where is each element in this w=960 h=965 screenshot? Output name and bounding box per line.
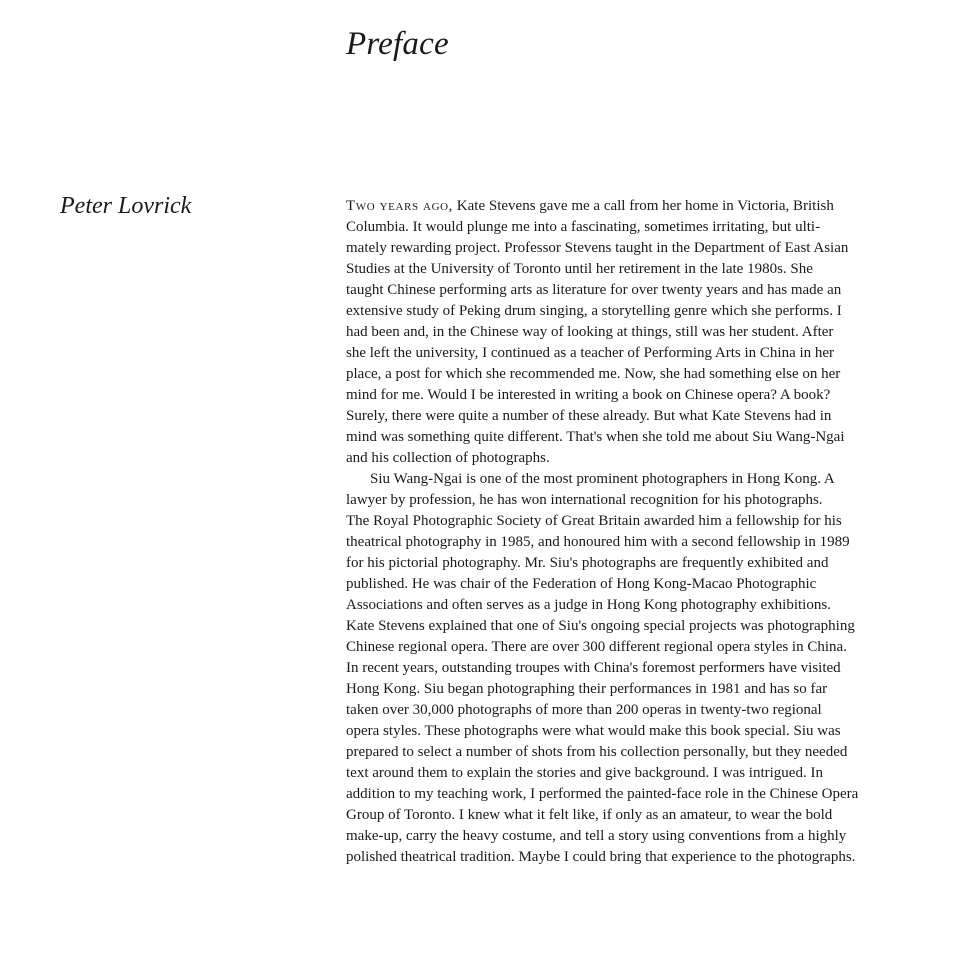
page-title: Preface xyxy=(346,26,449,62)
text-line: Chinese regional opera. There are over 300 different regional opera styles in China. xyxy=(346,639,847,655)
text-line: theatrical photography in 1985, and honoured him with a second fellowship in 1989 xyxy=(346,534,850,550)
text-line: prepared to select a number of shots from his collection personally, but they needed xyxy=(346,744,848,760)
paragraph-start-line: Siu Wang-Ngai is one of the most prominent photographers in Hong Kong. A xyxy=(370,471,835,487)
author-name: Peter Lovrick xyxy=(60,193,192,219)
text-line: extensive study of Peking drum singing, a storytelling genre which she performs. I xyxy=(346,303,842,319)
text-line: opera styles. These photographs were what would make this book special. Siu was xyxy=(346,723,841,739)
text-line: place, a post for which she recommended me. Now, she had something else on her xyxy=(346,366,841,382)
text-line: published. He was chair of the Federation of Hong Kong-Macao Photographic xyxy=(346,576,817,592)
text-line: and his collection of photographs. xyxy=(346,450,550,466)
text-line: The Royal Photographic Society of Great Britain awarded him a fellowship for his xyxy=(346,513,842,529)
text-line: Studies at the University of Toronto until her retirement in the late 1980s. She xyxy=(346,261,813,277)
text-line: mately rewarding project. Professor Stevens taught in the Department of East Asian xyxy=(346,240,849,256)
text-line: make-up, carry the heavy costume, and tell a story using conventions from a highly xyxy=(346,828,847,844)
opening-smallcaps: Two years ago, xyxy=(346,198,454,214)
text-line: mind was something quite different. That's when she told me about Siu Wang-Ngai xyxy=(346,429,845,445)
text-line: mind for me. Would I be interested in writing a book on Chinese opera? A book? xyxy=(346,387,831,403)
text-line: Hong Kong. Siu began photographing their performances in 1981 and has so far xyxy=(346,681,828,697)
text-line: Columbia. It would plunge me into a fascinating, sometimes irritating, but ulti- xyxy=(346,219,821,235)
text-line: lawyer by profession, he has won international recognition for his photographs. xyxy=(346,492,823,508)
text-line: text around them to explain the stories and give background. I was intrigued. In xyxy=(346,765,823,781)
text-line: Kate Stevens explained that one of Siu's ongoing special projects was photographing xyxy=(346,618,855,634)
text-line: polished theatrical tradition. Maybe I could bring that experience to the photographs. xyxy=(346,849,856,865)
text-line: taught Chinese performing arts as literature for over twenty years and has made an xyxy=(346,282,842,298)
text-line: Surely, there were quite a number of these already. But what Kate Stevens had in xyxy=(346,408,832,424)
text-line: Two years ago, Kate Stevens gave me a call from her home in Victoria, British xyxy=(346,198,834,214)
text-line: Associations and often serves as a judge in Hong Kong photography exhibitions. xyxy=(346,597,831,613)
text-line: had been and, in the Chinese way of looking at things, still was her student. After xyxy=(346,324,834,340)
text-line: In recent years, outstanding troupes with China's foremost performers have visited xyxy=(346,660,841,676)
text-line: for his pictorial photography. Mr. Siu's photographs are frequently exhibited and xyxy=(346,555,829,571)
text-line: taken over 30,000 photographs of more than 200 operas in twenty-two regional xyxy=(346,702,822,718)
text-line: addition to my teaching work, I performed the painted-face role in the Chinese Opera xyxy=(346,786,859,802)
text-line: Group of Toronto. I knew what it felt like, if only as an amateur, to wear the bold xyxy=(346,807,833,823)
text-line: she left the university, I continued as a teacher of Performing Arts in China in her xyxy=(346,345,835,361)
preface-body xyxy=(346,196,906,868)
